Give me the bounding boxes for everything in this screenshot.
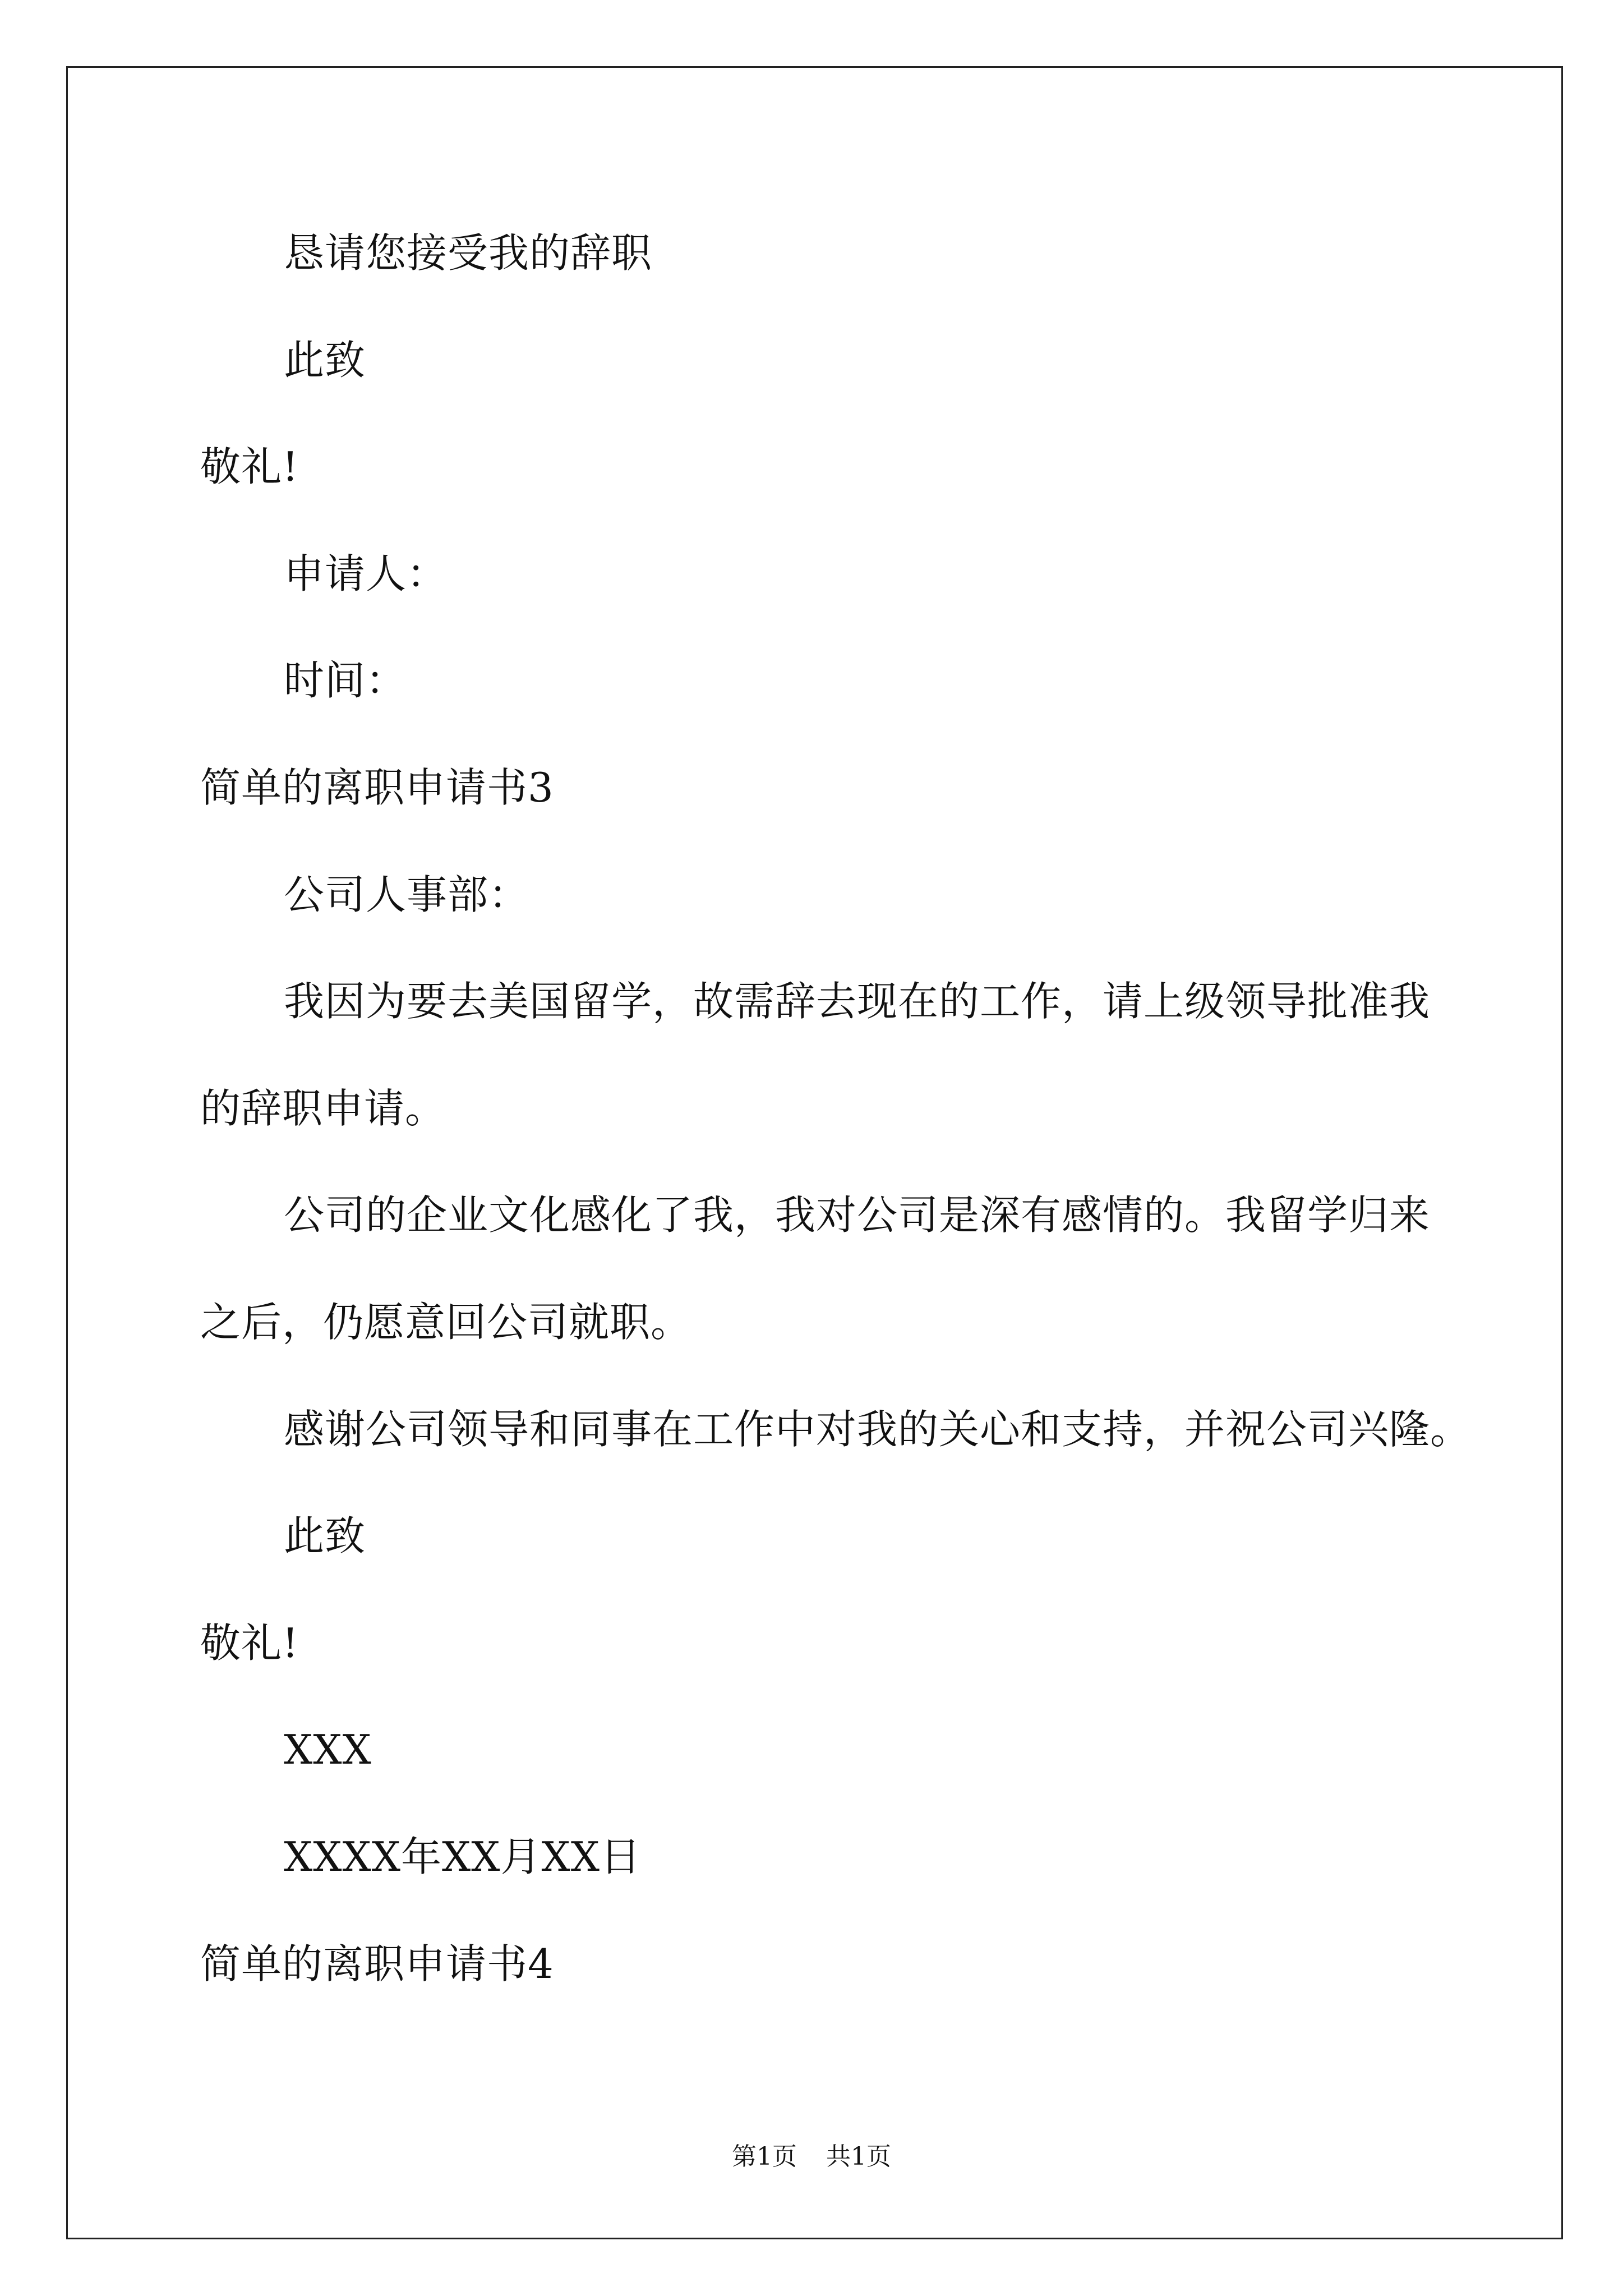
page-total: 共1页 bbox=[826, 2142, 891, 2171]
page-number: 第1页 bbox=[732, 2142, 797, 2171]
date-line: 时间： bbox=[284, 657, 407, 705]
paragraph-line: 我因为要去美国留学，故需辞去现在的工作，请上级领导批准我 bbox=[284, 978, 1431, 1025]
applicant-line: 申请人： bbox=[284, 550, 448, 597]
paragraph-line: 的辞职申请。 bbox=[200, 1084, 446, 1132]
paragraph-line: 感谢公司领导和同事在工作中对我的关心和支持，并祝公司兴隆。 bbox=[284, 1405, 1472, 1453]
recipient-line: 公司人事部： bbox=[284, 871, 530, 918]
paragraph-line: 公司的企业文化感化了我，我对公司是深有感情的。我留学归来 bbox=[284, 1191, 1431, 1239]
page-footer bbox=[0, 2140, 1623, 2174]
closing-line: 此致 bbox=[284, 336, 366, 384]
document-body bbox=[200, 200, 1490, 2017]
paragraph-line: 之后，仍愿意回公司就职。 bbox=[200, 1298, 692, 1346]
paragraph-line: 恳请您接受我的辞职 bbox=[284, 229, 653, 277]
closing-line: 此致 bbox=[284, 1512, 366, 1560]
signature-line: XXX bbox=[284, 1726, 372, 1774]
salutation-line: 敬礼! bbox=[200, 443, 299, 491]
section-heading: 简单的离职申请书4 bbox=[200, 1940, 554, 1987]
salutation-line: 敬礼! bbox=[200, 1619, 299, 1667]
date-line: XXXX年XX月XX日 bbox=[284, 1833, 642, 1880]
section-heading: 简单的离职申请书3 bbox=[200, 763, 554, 811]
